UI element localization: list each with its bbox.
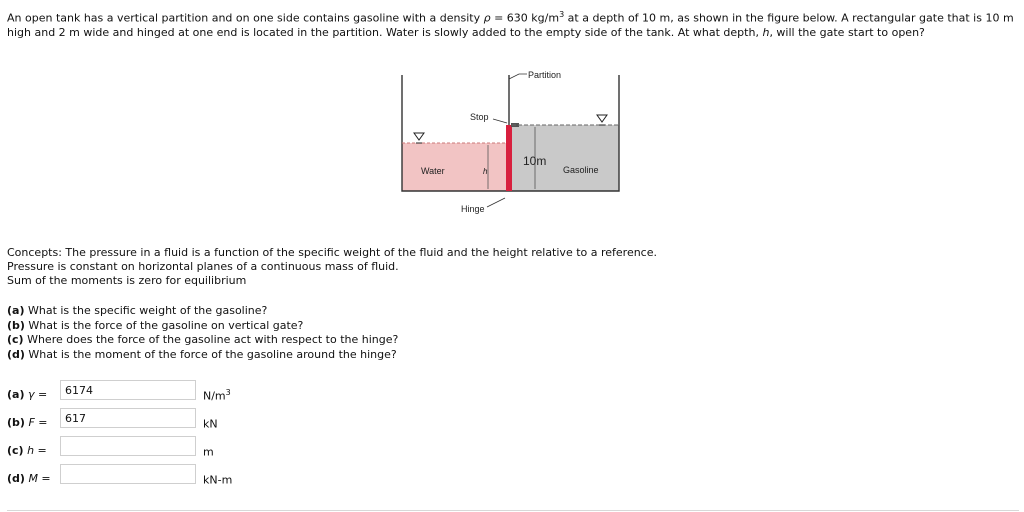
answer-a-unit-sup: 3 [225, 388, 231, 397]
depth-label: 10m [523, 154, 547, 168]
h-symbol: h [762, 25, 770, 39]
question-c-text: Where does the force of the gasoline act with respect to the hinge? [23, 333, 399, 346]
answer-c-unit-base: m [203, 445, 214, 459]
concept-line-1: Concepts: The pressure in a fluid is a function of the specific weight of the fluid and the height relative to a reference. [7, 246, 657, 259]
question-c-tag: (c) [7, 333, 24, 346]
problem-sup: 3 [559, 10, 565, 19]
water-region [402, 143, 507, 191]
answer-b-label [7, 416, 47, 429]
tank-figure [395, 65, 635, 220]
answer-a-tag: (a) [7, 388, 25, 401]
answer-b-unit-base: kN [203, 417, 218, 431]
question-d-tag: (d) [7, 347, 25, 361]
answer-c-eq: = [34, 444, 47, 457]
answer-row-d [7, 464, 407, 488]
water-level-symbol [414, 133, 424, 140]
gasoline-label: Gasoline [563, 165, 599, 175]
problem-statement [7, 8, 1017, 40]
answer-c-tag: (c) [7, 444, 24, 457]
concepts-block [7, 246, 1007, 288]
stop-leader [493, 119, 507, 123]
problem-text-2: = 630 kg/m [490, 11, 560, 25]
answer-a-unit [203, 388, 231, 403]
h-label: h [483, 167, 488, 176]
question-d [7, 348, 1007, 363]
water-label: Water [421, 166, 445, 176]
bottom-divider [7, 510, 1019, 511]
gate [506, 125, 512, 191]
concept-line-3: Sum of the moments is zero for equilibrium [7, 274, 247, 287]
question-a-text: What is the specific weight of the gasoline? [24, 304, 268, 317]
answer-d-eq: = [37, 472, 51, 485]
question-b-tag: (b) [7, 318, 25, 332]
question-a-tag: (a) [7, 304, 25, 317]
questions-block [7, 304, 1007, 362]
problem-text-4: , will the gate start to open? [769, 25, 925, 39]
answer-a-input[interactable] [60, 380, 196, 400]
answer-b-eq: = [34, 416, 48, 429]
answer-a-label [7, 388, 47, 401]
answer-b-input[interactable] [60, 408, 196, 428]
answer-b-tag: (b) [7, 416, 25, 429]
answer-b-unit [203, 416, 218, 431]
answer-a-var: γ [27, 388, 35, 401]
answer-d-tag: (d) [7, 472, 25, 485]
answer-d-label [7, 472, 51, 485]
stop-label: Stop [470, 112, 489, 122]
hinge-label: Hinge [461, 204, 485, 214]
question-b [7, 319, 1007, 334]
answer-a-unit-base: N/m [203, 389, 226, 403]
rho-symbol: ρ [483, 11, 491, 25]
answer-row-c [7, 436, 407, 460]
partition-label: Partition [528, 70, 562, 80]
gasoline-level-symbol [597, 115, 607, 122]
question-c [7, 333, 1007, 348]
hinge-leader [487, 198, 505, 207]
answer-c-input[interactable] [60, 436, 196, 456]
partition-leader [509, 74, 527, 79]
answer-row-b [7, 408, 407, 432]
concept-line-2: Pressure is constant on horizontal planes of a continuous mass of fluid. [7, 260, 399, 273]
answer-d-unit-base: kN-m [203, 473, 233, 487]
answer-d-unit [203, 472, 232, 487]
problem-text-3: at a depth of 10 m, as shown in the figure below. A rectangular gate that is 10 m high and 2 m wide and hinged at one end is located in the partition. Water is slowly added to the empty side of the tank. At what depth, [7, 11, 1014, 39]
answer-b-var: F [28, 416, 35, 429]
answer-d-input[interactable] [60, 464, 196, 484]
problem-text-1: An open tank has a vertical partition and on one side contains gasoline with a density [7, 11, 484, 25]
answer-row-a [7, 380, 407, 404]
answer-d-var: M [28, 472, 38, 485]
answer-a-eq: = [34, 388, 48, 401]
answer-c-unit [203, 444, 214, 459]
question-d-text: What is the moment of the force of the gasoline around the hinge? [24, 347, 397, 361]
answer-c-label [7, 444, 47, 457]
question-b-text: What is the force of the gasoline on vertical gate? [24, 318, 304, 332]
answer-c-var: h [27, 444, 35, 457]
question-a [7, 304, 1007, 319]
